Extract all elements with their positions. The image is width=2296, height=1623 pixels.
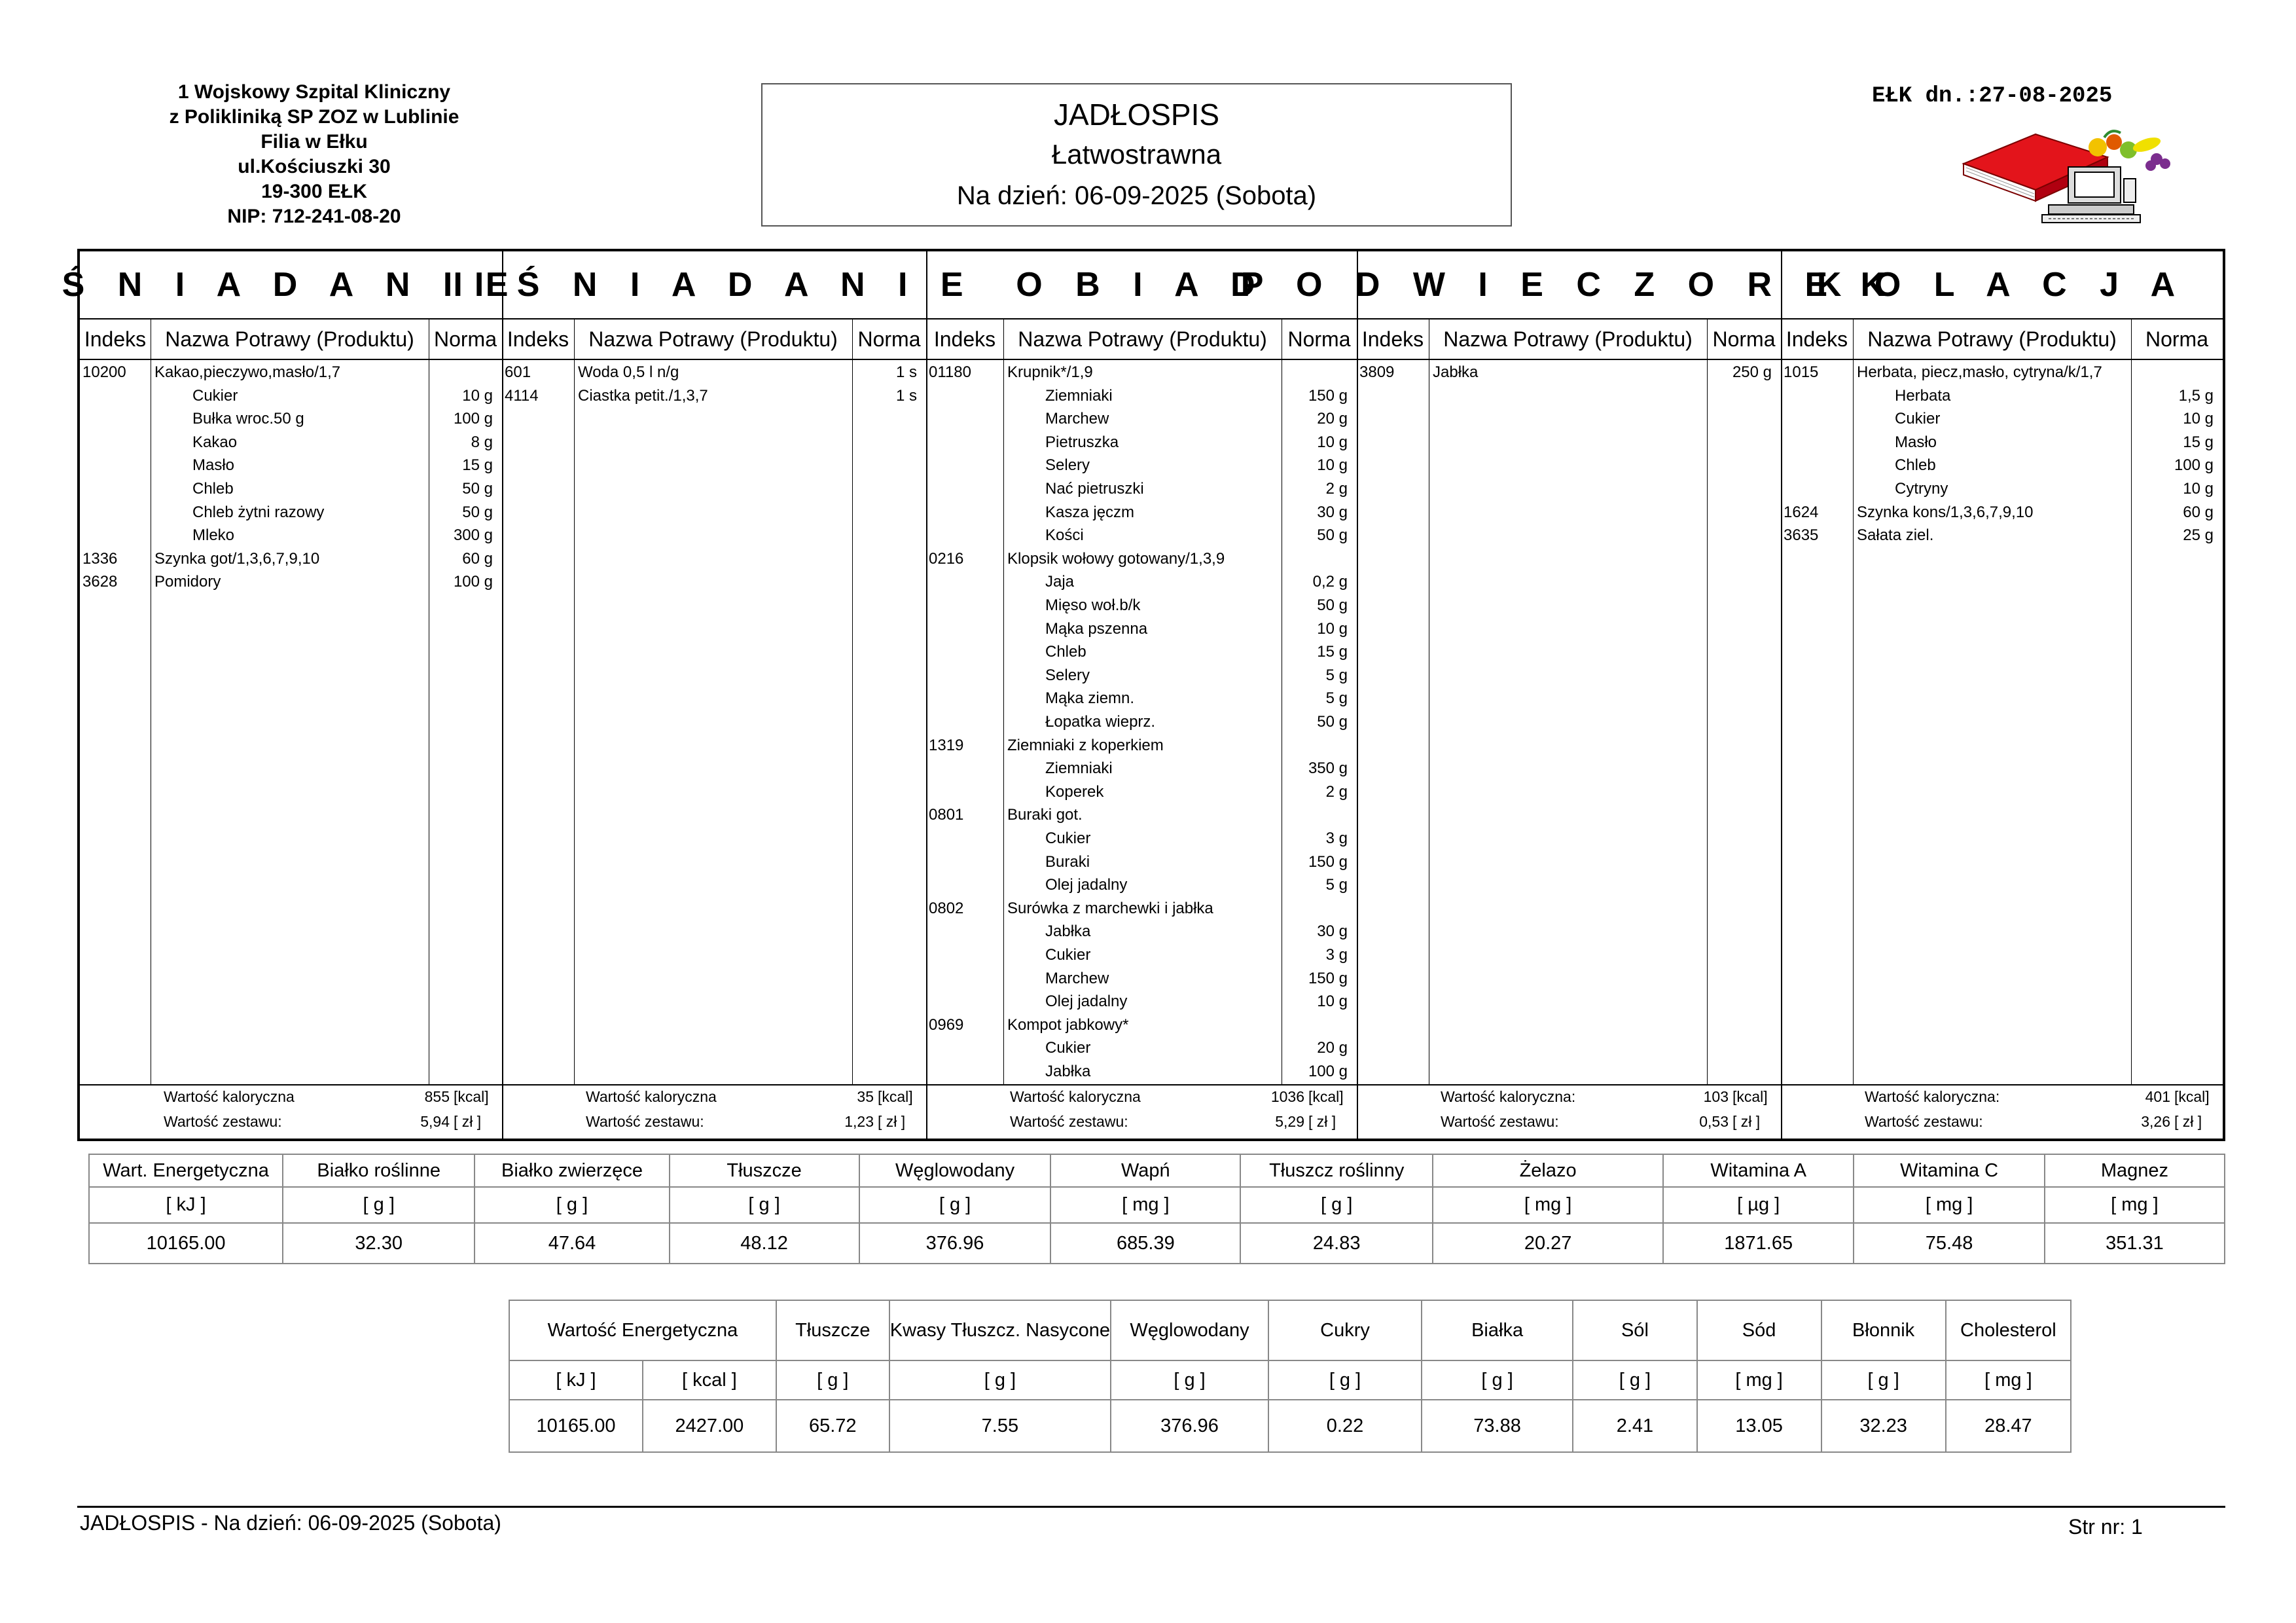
ingredient-name: Chleb żytni razowy bbox=[192, 503, 325, 521]
ingredient-name: Cytryny bbox=[1895, 480, 1948, 498]
column-header-norm: Norma bbox=[433, 327, 497, 351]
ingredient-name: Buraki bbox=[1045, 852, 1090, 871]
calorie-value: 401 bbox=[2145, 1088, 2170, 1105]
dish-norm: 10 g bbox=[1317, 993, 1348, 1011]
issue-date: EŁK dn.:27-08-2025 bbox=[1872, 84, 2113, 109]
nutrient-value: 376.96 bbox=[859, 1223, 1051, 1264]
calorie-value: 35 bbox=[857, 1088, 874, 1105]
ingredient-name: Jabłka bbox=[1045, 922, 1091, 941]
ingredient-name: Mąka pszenna bbox=[1045, 619, 1148, 638]
column-header-name: Nazwa Potrawy (Produktu) bbox=[165, 327, 414, 351]
dish-norm: 25 g bbox=[2183, 526, 2214, 545]
dish-name: Kompot jabkowy* bbox=[1007, 1015, 1129, 1034]
column-header-norm: Norma bbox=[1712, 327, 1776, 351]
dish-norm: 10 g bbox=[1317, 456, 1348, 475]
hospital-line: 1 Wojskowy Szpital Kliniczny bbox=[177, 81, 451, 103]
dish-norm: 10 g bbox=[1317, 619, 1348, 638]
ingredient-name: Jaja bbox=[1045, 573, 1075, 591]
column-header-norm: Norma bbox=[857, 327, 921, 351]
ingredient-name: Kości bbox=[1045, 526, 1084, 545]
nutrient-unit: [ g ] bbox=[1111, 1360, 1268, 1400]
nutrient-value: 7.55 bbox=[889, 1400, 1111, 1452]
nutrient-value: 65.72 bbox=[776, 1400, 889, 1452]
meal-title: P O D W I E C Z O R E K bbox=[1240, 266, 1897, 304]
meal-separator bbox=[1357, 251, 1358, 1139]
dish-index: 1336 bbox=[82, 549, 118, 568]
nutrient-value: 685.39 bbox=[1050, 1223, 1240, 1264]
ingredient-name: Masło bbox=[192, 456, 235, 475]
nutrient-value: 24.83 bbox=[1240, 1223, 1433, 1264]
column-header-index: Indeks bbox=[1785, 327, 1848, 351]
calorie-label: Wartość kaloryczna bbox=[586, 1088, 717, 1105]
nutrient-header: Węglowodany bbox=[859, 1154, 1051, 1187]
nutrient-value: 2.41 bbox=[1573, 1400, 1697, 1452]
nutrient-header: Magnez bbox=[2045, 1154, 2225, 1187]
cost-label: Wartość zestawu: bbox=[164, 1113, 282, 1130]
nutrient-unit: [ mg ] bbox=[1050, 1187, 1240, 1223]
dish-norm: 250 g bbox=[1732, 363, 1772, 381]
dish-norm: 3 g bbox=[1325, 830, 1348, 847]
dish-norm: 0,2 g bbox=[1312, 573, 1348, 591]
nutrient-unit: [ mg ] bbox=[2045, 1187, 2225, 1223]
logo-book-computer-icon bbox=[1957, 128, 2179, 226]
ingredient-name: Bułka wroc.50 g bbox=[192, 410, 304, 428]
column-separator bbox=[1853, 318, 1854, 1084]
dish-norm: 20 g bbox=[1317, 1039, 1348, 1057]
nutrient-header: Tłuszcze bbox=[670, 1154, 859, 1187]
nutrient-value: 376.96 bbox=[1111, 1400, 1268, 1452]
dish-norm: 50 g bbox=[1317, 713, 1348, 731]
dish-index: 1319 bbox=[929, 736, 964, 754]
dish-name: Pomidory bbox=[154, 573, 221, 591]
ingredient-name: Masło bbox=[1895, 433, 1937, 451]
nutrient-unit: [ g ] bbox=[889, 1360, 1111, 1400]
column-header-name: Nazwa Potrawy (Produktu) bbox=[1867, 327, 2117, 351]
calorie-value: 1036 bbox=[1270, 1088, 1304, 1105]
nutrient-value: 351.31 bbox=[2045, 1223, 2225, 1264]
nutrient-unit: [ µg ] bbox=[1663, 1187, 1854, 1223]
dish-norm: 150 g bbox=[1308, 852, 1348, 871]
dish-norm: 3 g bbox=[1325, 946, 1348, 964]
ingredient-name: Chleb bbox=[1045, 643, 1086, 661]
ingredient-name: Cukier bbox=[192, 386, 238, 405]
nutrient-unit: [ g ] bbox=[1240, 1187, 1433, 1223]
nutrient-value: 73.88 bbox=[1422, 1400, 1573, 1452]
nutrient-unit: [ kJ ] bbox=[509, 1360, 643, 1400]
dish-index: 601 bbox=[505, 363, 531, 381]
column-separator bbox=[574, 318, 575, 1084]
nutrient-value: 2427.00 bbox=[643, 1400, 776, 1452]
hospital-line: NIP: 712-241-08-20 bbox=[227, 206, 401, 227]
nutrient-unit: [ g ] bbox=[283, 1187, 475, 1223]
dish-norm: 10 g bbox=[1317, 433, 1348, 451]
nutrient-value: 32.23 bbox=[1821, 1400, 1946, 1452]
ingredient-name: Jabłka bbox=[1045, 1063, 1091, 1080]
calorie-label: Wartość kaloryczna: bbox=[1441, 1088, 1576, 1105]
cost-value: 1,23 bbox=[844, 1113, 874, 1130]
dish-name: Kakao,pieczywo,masło/1,7 bbox=[154, 363, 341, 381]
calorie-value: 103 bbox=[1703, 1088, 1729, 1105]
dish-norm: 50 g bbox=[462, 503, 493, 521]
ingredient-name: Olej jadalny bbox=[1045, 993, 1128, 1011]
nutrient-header: Węglowodany bbox=[1111, 1300, 1268, 1360]
ingredient-name: Ziemniaki bbox=[1045, 386, 1113, 405]
cost-value: 5,94 bbox=[420, 1113, 450, 1130]
nutrient-header: Wart. Energetyczna bbox=[89, 1154, 283, 1187]
nutrient-header: Sól bbox=[1573, 1300, 1697, 1360]
nutrient-value: 47.64 bbox=[475, 1223, 669, 1264]
dish-norm: 10 g bbox=[2183, 410, 2214, 428]
dish-name: Surówka z marchewki i jabłka bbox=[1007, 899, 1213, 917]
dish-norm: 60 g bbox=[2183, 503, 2214, 521]
dish-index: 0802 bbox=[929, 899, 964, 917]
hospital-line: z Polikliniką SP ZOZ w Lublinie bbox=[169, 106, 459, 128]
dish-name: Herbata, piecz,masło, cytryna/k/1,7 bbox=[1857, 363, 2102, 381]
ingredient-name: Mąka ziemn. bbox=[1045, 689, 1135, 708]
calorie-unit: [kcal] bbox=[1308, 1088, 1344, 1105]
cost-unit: [ zł ] bbox=[1308, 1113, 1336, 1130]
column-header-name: Nazwa Potrawy (Produktu) bbox=[588, 327, 838, 351]
energy-header: Wartość Energetyczna bbox=[509, 1300, 776, 1360]
nutrient-header: Błonnik bbox=[1821, 1300, 1946, 1360]
ingredient-name: Łopatka wieprz. bbox=[1045, 713, 1156, 731]
nutrient-unit: [ kJ ] bbox=[89, 1187, 283, 1223]
nutrient-header: Tłuszcze bbox=[776, 1300, 889, 1360]
ingredient-name: Selery bbox=[1045, 666, 1090, 684]
dish-norm: 100 g bbox=[453, 573, 493, 591]
nutrient-value: 48.12 bbox=[670, 1223, 859, 1264]
dish-norm: 10 g bbox=[2183, 480, 2214, 498]
menu-date: Na dzień: 06-09-2025 (Sobota) bbox=[956, 181, 1317, 210]
dish-norm: 15 g bbox=[2183, 433, 2214, 451]
dish-index: 1015 bbox=[1784, 363, 1819, 381]
cost-label: Wartość zestawu: bbox=[1865, 1113, 1983, 1130]
column-separator bbox=[852, 318, 853, 1084]
meal-title: K O L A C J A bbox=[1816, 266, 2187, 304]
dish-norm: 50 g bbox=[462, 480, 493, 498]
column-header-norm: Norma bbox=[1287, 327, 1351, 351]
meal-title: Ś N I A D A N I E bbox=[62, 266, 520, 304]
ingredient-name: Nać pietruszki bbox=[1045, 480, 1144, 498]
nutrition-table-2 bbox=[509, 1300, 2072, 1453]
dish-norm: 1 s bbox=[895, 386, 917, 405]
page-number: Str nr: 1 bbox=[2068, 1515, 2143, 1539]
nutrient-unit: [ kcal ] bbox=[643, 1360, 776, 1400]
ingredient-name: Cukier bbox=[1045, 830, 1091, 847]
dish-name: Woda 0,5 l n/g bbox=[578, 363, 679, 381]
cost-label: Wartość zestawu: bbox=[1010, 1113, 1128, 1130]
dish-norm: 100 g bbox=[2174, 456, 2214, 475]
nutrient-header: Cukry bbox=[1268, 1300, 1422, 1360]
cost-unit: [ zł ] bbox=[454, 1113, 482, 1130]
dish-norm: 2 g bbox=[1325, 480, 1348, 498]
dish-name: Sałata ziel. bbox=[1857, 526, 1934, 545]
column-header-name: Nazwa Potrawy (Produktu) bbox=[1018, 327, 1267, 351]
calorie-label: Wartość kaloryczna bbox=[164, 1088, 295, 1105]
ingredient-name: Mleko bbox=[192, 526, 235, 545]
ingredient-name: Cukier bbox=[1045, 946, 1091, 964]
title-box bbox=[761, 83, 1512, 227]
nutrient-value: 10165.00 bbox=[509, 1400, 643, 1452]
nutrient-header: Żelazo bbox=[1433, 1154, 1663, 1187]
column-header-index: Indeks bbox=[1361, 327, 1424, 351]
menu-table bbox=[62, 249, 2225, 1141]
nutrient-value: 32.30 bbox=[283, 1223, 475, 1264]
hospital-line: 19-300 EŁK bbox=[261, 181, 367, 202]
ingredient-name: Kasza jęczm bbox=[1045, 503, 1135, 521]
dish-norm: 15 g bbox=[1317, 643, 1348, 661]
nutrient-header: Sód bbox=[1697, 1300, 1821, 1360]
dish-norm: 1,5 g bbox=[2178, 386, 2214, 405]
nutrient-unit: [ g ] bbox=[1821, 1360, 1946, 1400]
meal-title: O B I A D bbox=[1016, 266, 1267, 304]
ingredient-name: Mięso woł.b/k bbox=[1045, 596, 1141, 614]
dish-norm: 30 g bbox=[1317, 922, 1348, 941]
ingredient-name: Cukier bbox=[1045, 1039, 1091, 1057]
dish-name: Buraki got. bbox=[1007, 806, 1083, 824]
dish-norm: 20 g bbox=[1317, 410, 1348, 428]
cost-label: Wartość zestawu: bbox=[586, 1113, 704, 1130]
dish-norm: 2 g bbox=[1325, 782, 1348, 801]
column-header-name: Nazwa Potrawy (Produktu) bbox=[1443, 327, 1693, 351]
dish-name: Szynka kons/1,3,6,7,9,10 bbox=[1857, 503, 2034, 521]
column-header-index: Indeks bbox=[84, 327, 147, 351]
ingredient-name: Kakao bbox=[192, 433, 238, 451]
nutrient-unit: [ g ] bbox=[1422, 1360, 1573, 1400]
ingredient-name: Ziemniaki bbox=[1045, 759, 1113, 778]
dish-norm: 50 g bbox=[1317, 596, 1348, 614]
nutrient-unit: [ mg ] bbox=[1854, 1187, 2045, 1223]
cost-label: Wartość zestawu: bbox=[1441, 1113, 1559, 1130]
dish-index: 4114 bbox=[505, 386, 539, 405]
dish-norm: 5 g bbox=[1325, 876, 1348, 894]
ingredient-name: Herbata bbox=[1895, 386, 1951, 405]
dish-name: Klopsik wołowy gotowany/1,3,9 bbox=[1007, 549, 1225, 568]
dish-norm: 60 g bbox=[462, 549, 493, 568]
summary-divider bbox=[80, 1084, 2223, 1085]
column-separator bbox=[1003, 318, 1004, 1084]
dish-norm: 5 g bbox=[1325, 689, 1348, 708]
hospital-info bbox=[111, 80, 517, 229]
column-header-index: Indeks bbox=[507, 327, 569, 351]
nutrient-header: Wapń bbox=[1050, 1154, 1240, 1187]
hospital-line: Filia w Ełku bbox=[260, 131, 368, 153]
ingredient-name: Chleb bbox=[1895, 456, 1936, 475]
dish-norm: 150 g bbox=[1308, 386, 1348, 405]
dish-norm: 1 s bbox=[895, 363, 917, 381]
nutrient-unit: [ mg ] bbox=[1433, 1187, 1663, 1223]
cost-value: 3,26 bbox=[2141, 1113, 2170, 1130]
dish-index: 10200 bbox=[82, 363, 126, 381]
dish-norm: 350 g bbox=[1308, 759, 1348, 778]
cost-unit: [ zł ] bbox=[2174, 1113, 2202, 1130]
nutrient-unit: [ g ] bbox=[1268, 1360, 1422, 1400]
calorie-label: Wartość kaloryczna: bbox=[1865, 1088, 2000, 1105]
calorie-label: Wartość kaloryczna bbox=[1010, 1088, 1141, 1105]
dish-norm: 300 g bbox=[453, 526, 493, 545]
calorie-unit: [kcal] bbox=[1732, 1088, 1768, 1105]
ingredient-name: Marchew bbox=[1045, 410, 1109, 428]
meal-separator bbox=[1781, 251, 1782, 1139]
ingredient-name: Koperek bbox=[1045, 782, 1104, 801]
dish-norm: 150 g bbox=[1308, 969, 1348, 987]
nutrient-header: Białka bbox=[1422, 1300, 1573, 1360]
nutrient-value: 28.47 bbox=[1946, 1400, 2071, 1452]
diet-name: Łatwostrawna bbox=[1051, 139, 1222, 170]
meal-separator bbox=[502, 251, 503, 1139]
nutrient-value: 75.48 bbox=[1854, 1223, 2045, 1264]
document-title: JADŁOSPIS bbox=[1053, 98, 1220, 132]
dish-index: 0216 bbox=[929, 549, 964, 568]
nutrient-header: Kwasy Tłuszcz. Nasycone bbox=[889, 1300, 1111, 1360]
footer-document-title: JADŁOSPIS - Na dzień: 06-09-2025 (Sobota) bbox=[80, 1511, 501, 1535]
dish-index: 3635 bbox=[1784, 526, 1819, 545]
ingredient-name: Chleb bbox=[192, 480, 234, 498]
nutrient-header: Białko roślinne bbox=[283, 1154, 475, 1187]
dish-index: 0801 bbox=[929, 806, 964, 824]
nutrient-unit: [ g ] bbox=[1573, 1360, 1697, 1400]
calorie-unit: [kcal] bbox=[878, 1088, 913, 1105]
dish-norm: 100 g bbox=[453, 410, 493, 428]
dish-index: 3809 bbox=[1359, 363, 1395, 381]
dish-norm: 8 g bbox=[471, 433, 493, 451]
nutrient-value: 1871.65 bbox=[1663, 1223, 1854, 1264]
calorie-unit: [kcal] bbox=[454, 1088, 489, 1105]
ingredient-name: Marchew bbox=[1045, 969, 1109, 987]
dish-index: 0969 bbox=[929, 1015, 964, 1034]
ingredient-name: Selery bbox=[1045, 456, 1090, 475]
dish-name: Ziemniaki z koperkiem bbox=[1007, 736, 1164, 754]
nutrient-header: Tłuszcz roślinny bbox=[1240, 1154, 1433, 1187]
calorie-value: 855 bbox=[424, 1088, 450, 1105]
dish-norm: 15 g bbox=[462, 456, 493, 475]
nutrient-value: 0.22 bbox=[1268, 1400, 1422, 1452]
nutrient-header: Cholesterol bbox=[1946, 1300, 2071, 1360]
dish-index: 1624 bbox=[1784, 503, 1819, 521]
hospital-line: ul.Kościuszki 30 bbox=[238, 156, 391, 177]
nutrient-unit: [ mg ] bbox=[1697, 1360, 1821, 1400]
dish-norm: 30 g bbox=[1317, 503, 1348, 521]
column-header-divider bbox=[80, 359, 2223, 360]
nutrition-table-1 bbox=[88, 1154, 2225, 1264]
nutrient-header: Witamina A bbox=[1663, 1154, 1854, 1187]
nutrient-unit: [ g ] bbox=[776, 1360, 889, 1400]
cost-value: 0,53 bbox=[1699, 1113, 1729, 1130]
dish-index: 01180 bbox=[929, 363, 971, 381]
cost-unit: [ zł ] bbox=[1732, 1113, 1761, 1130]
footer-divider bbox=[77, 1506, 2225, 1508]
dish-index: 3628 bbox=[82, 573, 118, 591]
nutrient-value: 20.27 bbox=[1433, 1223, 1663, 1264]
dish-name: Ciastka petit./1,3,7 bbox=[578, 386, 708, 405]
column-header-index: Indeks bbox=[933, 327, 996, 351]
dish-name: Szynka got/1,3,6,7,9,10 bbox=[154, 549, 320, 568]
nutrient-header: Witamina C bbox=[1854, 1154, 2045, 1187]
ingredient-name: Pietruszka bbox=[1045, 433, 1119, 451]
meal-title: II Ś N I A D A N I E bbox=[453, 266, 975, 304]
nutrient-unit: [ g ] bbox=[859, 1187, 1051, 1223]
dish-norm: 10 g bbox=[462, 386, 493, 405]
nutrient-value: 13.05 bbox=[1697, 1400, 1821, 1452]
calorie-unit: [kcal] bbox=[2174, 1088, 2210, 1105]
ingredient-name: Cukier bbox=[1895, 410, 1941, 428]
column-header-norm: Norma bbox=[2145, 327, 2208, 351]
nutrient-unit: [ g ] bbox=[475, 1187, 669, 1223]
column-separator bbox=[1707, 318, 1708, 1084]
dish-norm: 50 g bbox=[1317, 526, 1348, 545]
dish-name: Jabłka bbox=[1433, 363, 1479, 381]
nutrient-header: Białko zwierzęce bbox=[475, 1154, 669, 1187]
nutrient-unit: [ mg ] bbox=[1946, 1360, 2071, 1400]
cost-unit: [ zł ] bbox=[878, 1113, 906, 1130]
nutrient-value: 10165.00 bbox=[89, 1223, 283, 1264]
nutrient-unit: [ g ] bbox=[670, 1187, 859, 1223]
meal-separator bbox=[926, 251, 927, 1139]
dish-name: Krupnik*/1,9 bbox=[1007, 363, 1093, 381]
dish-norm: 5 g bbox=[1325, 666, 1348, 684]
dish-norm: 100 g bbox=[1308, 1063, 1348, 1080]
ingredient-name: Olej jadalny bbox=[1045, 876, 1128, 894]
cost-value: 5,29 bbox=[1275, 1113, 1304, 1130]
